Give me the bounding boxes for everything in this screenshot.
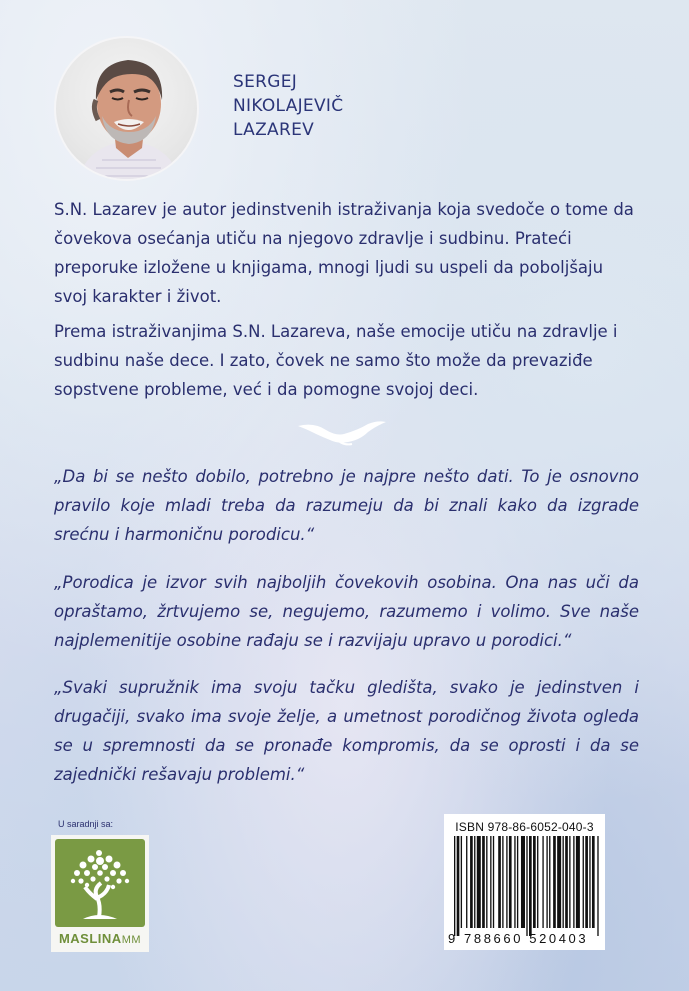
barcode-bar (557, 836, 561, 928)
barcode-bar (546, 836, 547, 928)
author-name-line: NIKOLAJEVIČ (233, 96, 344, 116)
barcode-bars (454, 836, 600, 936)
olive-tree-icon (55, 839, 145, 927)
barcode-bar (597, 836, 598, 936)
barcode-bar (482, 836, 485, 928)
publisher-logo (51, 835, 149, 952)
isbn-label: ISBN 978-86-6052-040-3 (455, 820, 594, 834)
barcode-bar (502, 836, 503, 928)
barcode-bar (576, 836, 580, 928)
barcode-bar (521, 836, 525, 928)
quote: „Porodica je izvor svih najboljih čovekovih osobina. Ona nas uči da opraštamo, žrtvujemo se, negujemo, razumemo i volimo. Sve naše najplemenitije osobine rađaju se i razvijaju upravo u porodici.“ (54, 573, 639, 650)
bio-paragraph: S.N. Lazarev je autor jedinstvenih istraživanja koja svedoče o tome da čovekova osećanja utiču na njegovo zdravlje i sudbinu. Prateći preporuke izložene u knjigama, mnogi ljudi su uspeli da poboljšaju svoj karakter i život. (54, 200, 634, 306)
barcode-bar (573, 836, 574, 928)
isbn-barcode (444, 814, 605, 950)
author-name-line: SERGEJ (233, 72, 298, 92)
barcode-bar (589, 836, 590, 928)
barcode-bar (514, 836, 515, 928)
bird-ornament-icon (296, 418, 388, 448)
barcode-bar (466, 836, 467, 928)
barcode-bar (562, 836, 563, 928)
barcode-bar (565, 836, 568, 928)
barcode-bar (549, 836, 550, 928)
quote: „Svaki supružnik ima svoju tačku gledišta, svako je jedinstven i drugačiji, svako ima svoje želje, a umetnost porodičnog života ogleda se u spremnosti da se pronađe kompromis, da se oprosti i da se zajednički rešavaju problemi.“ (54, 678, 639, 784)
author-name-line: LAZAREV (233, 120, 315, 140)
barcode-bar (526, 836, 527, 936)
publisher-name-suffix: MM (121, 934, 142, 946)
barcode-bar (529, 836, 532, 936)
barcode-bar (461, 836, 462, 928)
barcode-bar (454, 836, 455, 936)
bio-paragraph: Prema istraživanjima S.N. Lazareva, naše emocije utiču na zdravlje i sudbinu naše dece. I zato, čovek ne samo što može da prevaziđe sopstvene probleme, već i da pomogne svojoj deci. (54, 322, 618, 399)
collaboration-label: U saradnji sa: (58, 819, 114, 829)
barcode-bar (486, 836, 487, 928)
barcode-bar (493, 836, 494, 928)
publisher-name-main: MASLINA (58, 931, 122, 946)
author-name (233, 70, 343, 142)
barcode-bar (583, 836, 584, 928)
publisher-logo-box (55, 839, 145, 927)
barcode-bar (537, 836, 538, 928)
barcode-bar (474, 836, 475, 928)
barcode-digits: 9 788660 520403 (448, 931, 589, 946)
barcode-bar (498, 836, 501, 928)
publisher-name (51, 931, 149, 946)
quote: „Da bi se nešto dobilo, potrebno je najpre nešto dati. To je osnovno pravilo koje mladi treba da razumeju da bi znali kako da izgrade srećnu i harmoničnu porodicu.“ (54, 467, 639, 544)
barcode-bar (533, 836, 536, 928)
barcode-bar (490, 836, 491, 928)
barcode-bar (517, 836, 518, 928)
barcode-bar (477, 836, 481, 928)
barcode-bar (506, 836, 507, 928)
barcode-bar (470, 836, 473, 928)
barcode-bar (509, 836, 512, 928)
author-portrait (54, 36, 199, 181)
barcode-bar (592, 836, 595, 928)
barcode-bar (569, 836, 570, 928)
author-photo (56, 38, 199, 181)
barcode-bar (457, 836, 460, 936)
barcode-bar (553, 836, 556, 928)
barcode-bar (585, 836, 588, 928)
barcode-bar (542, 836, 543, 928)
